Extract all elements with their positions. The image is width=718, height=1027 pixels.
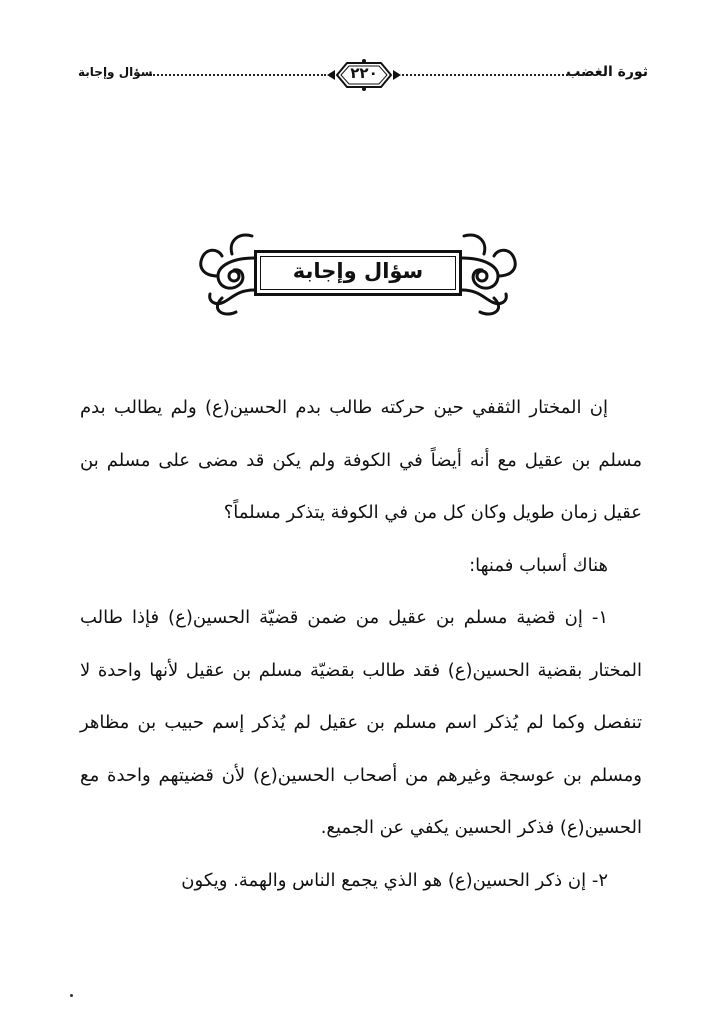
title-frame (254, 250, 462, 296)
header-dotted-leader-right (402, 74, 584, 76)
title-cartouche (188, 228, 528, 320)
section-title: سؤال وإجابة (78, 65, 153, 79)
question-paragraph: إن المختار الثقفي حين حركته طالب بدم الحسين(ع) ولم يطالب بدم مسلم بن عقيل مع أنه أيضاً في الكوفة ولم يكن قد مضى على مسلم بن عقيل زمان طويل وكان كل من في الكوفة يتذكر مسلماً؟ (80, 397, 642, 523)
page-number-badge (325, 58, 403, 92)
chapter-title: سؤال وإجابة (292, 259, 424, 283)
running-header (78, 58, 648, 92)
header-dotted-leader-left (150, 74, 326, 76)
article-body (80, 382, 642, 907)
answer-intro: هناك أسباب فمنها: (469, 554, 608, 576)
book-title: ثورة الغضب (566, 64, 648, 80)
reason-1: ١- إن قضية مسلم بن عقيل من ضمن قضيّة الحسين(ع) فإذا طالب المختار بقضية الحسين(ع) فقد طالب بقضيّة مسلم بن عقيل لأنها واحدة لا تنفصل وكما لم يُذكر اسم مسلم بن عقيل لم يُذكر إسم حبيب بن مظاهر ومسلم بن عوسجة وغيرهم من أصحاب الحسين(ع) لأن قضيتهم واحدة مع الحسين(ع) فذكر الحسين يكفي عن الجميع. (80, 607, 642, 838)
page-mark (70, 994, 73, 997)
page-number: ٢٢٠ (350, 64, 378, 82)
reason-2: ٢- إن ذكر الحسين(ع) هو الذي يجمع الناس والهمة. ويكون (181, 869, 608, 891)
